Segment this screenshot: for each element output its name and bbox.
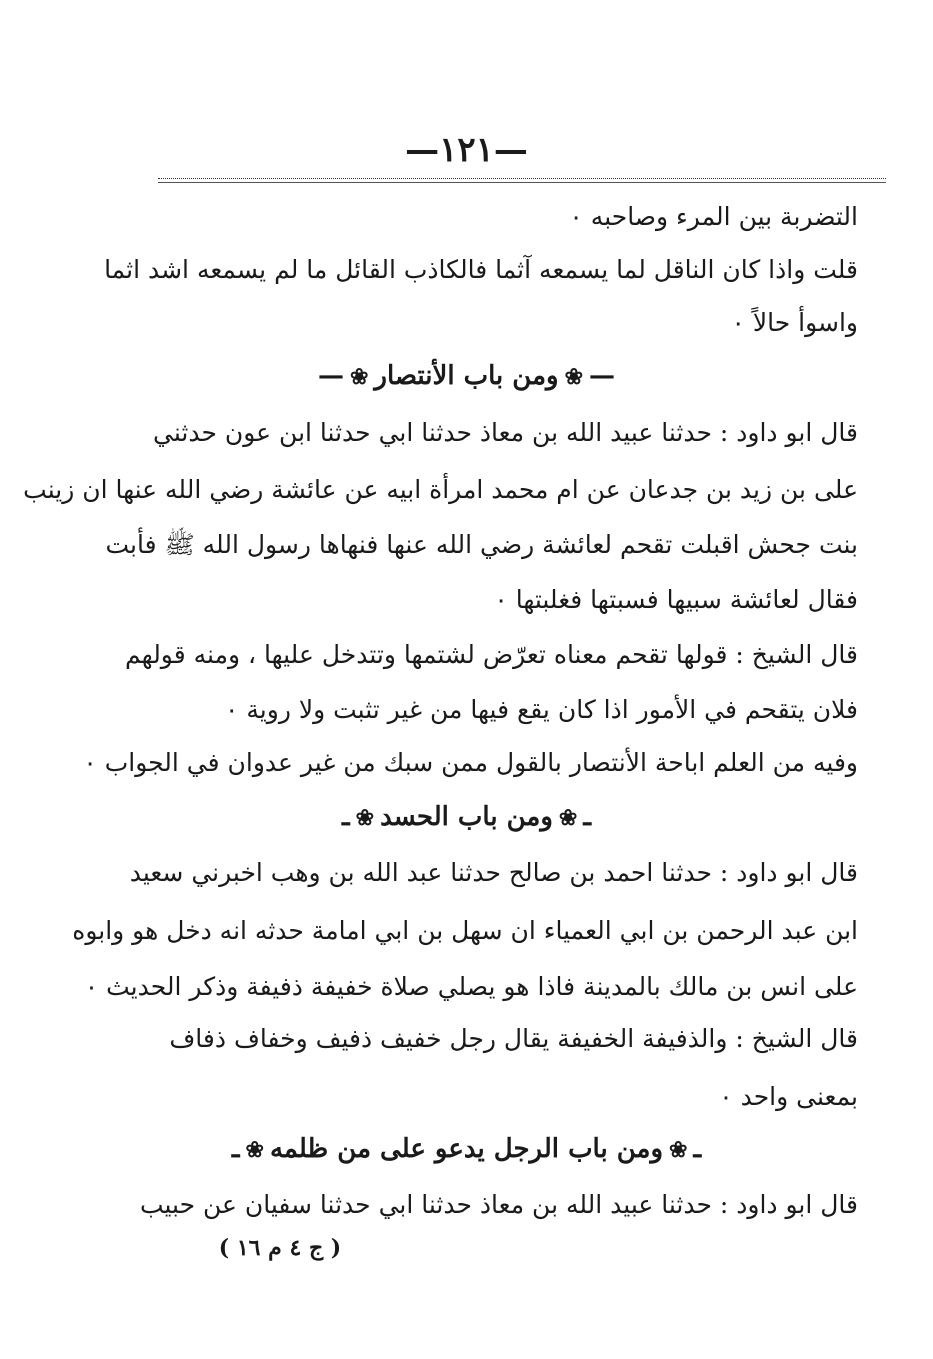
text-line-15: بمعنى واحد ٠ [719, 1082, 858, 1111]
signature-mark: ( ج ٤ م ١٦ ) [218, 1235, 342, 1261]
section-heading-dua: ـ❀ومن باب الرجل يدعو على من ظلمه❀ـ [231, 1134, 702, 1164]
text-line-12: ابن عبد الرحمن بن ابي العمياء ان سهل بن ابي امامة حدثه انه دخل هو وابوه [72, 916, 858, 945]
text-line-3: واسوأ حالاً ٠ [731, 308, 858, 337]
page-number: —١٢١— [405, 130, 528, 170]
text-line-4: قال ابو داود : حدثنا عبيد الله بن معاذ حدثنا ابي حدثنا ابن عون حدثني [153, 418, 858, 447]
section-heading-intisar: —❀ومن باب الأنتصار❀— [317, 361, 616, 391]
ornament-icon: ❀ [349, 364, 369, 390]
text-line-13: على انس بن مالك بالمدينة فاذا هو يصلي صلاة خفيفة ذفيفة وذكر الحديث ٠ [84, 972, 858, 1001]
header-rule [158, 178, 886, 179]
text-line-8: قال الشيخ : قولها تقحم معناه تعرّض لشتمها وتتدخل عليها ، ومنه قولهم [125, 640, 858, 669]
text-line-2: قلت واذا كان الناقل لما يسمعه آثما فالكاذب القائل ما لم يسمعه اشد اثما [104, 255, 858, 284]
text-line-9: فلان يتقحم في الأمور اذا كان يقع فيها من غير تثبت ولا روية ٠ [225, 695, 858, 724]
text-line-6: بنت جحش اقبلت تقحم لعائشة رضي الله عنها فنهاها رسول الله ﷺ فأبت [105, 530, 858, 559]
text-line-5: على بن زيد بن جدعان عن ام محمد امرأة ابيه عن عائشة رضي الله عنها ان زينب [23, 475, 858, 504]
section-heading-hasad: ـ❀ومن باب الحسد❀ـ [342, 802, 591, 832]
ornament-icon: ❀ [669, 1137, 688, 1163]
text-line-14: قال الشيخ : والذفيفة الخفيفة يقال رجل خفيف ذفيف وخفاف ذفاف [169, 1024, 858, 1053]
text-line-16: قال ابو داود : حدثنا عبيد الله بن معاذ حدثنا ابي حدثنا سفيان عن حبيب [139, 1190, 858, 1219]
text-line-1: التضربة بين المرء وصاحبه ٠ [569, 202, 858, 231]
text-line-7: فقال لعائشة سبيها فسبتها فغلبتها ٠ [494, 585, 858, 614]
ornament-icon: ❀ [355, 805, 375, 831]
text-line-10: وفيه من العلم اباحة الأنتصار بالقول ممن سبك من غير عدوان في الجواب ٠ [83, 748, 858, 777]
header-rule-solid [158, 182, 886, 183]
ornament-icon: ❀ [558, 805, 578, 831]
ornament-icon: ❀ [245, 1137, 264, 1163]
text-line-11: قال ابو داود : حدثنا احمد بن صالح حدثنا عبد الله بن وهب اخبرني سعيد [129, 858, 858, 887]
ornament-icon: ❀ [564, 364, 584, 390]
